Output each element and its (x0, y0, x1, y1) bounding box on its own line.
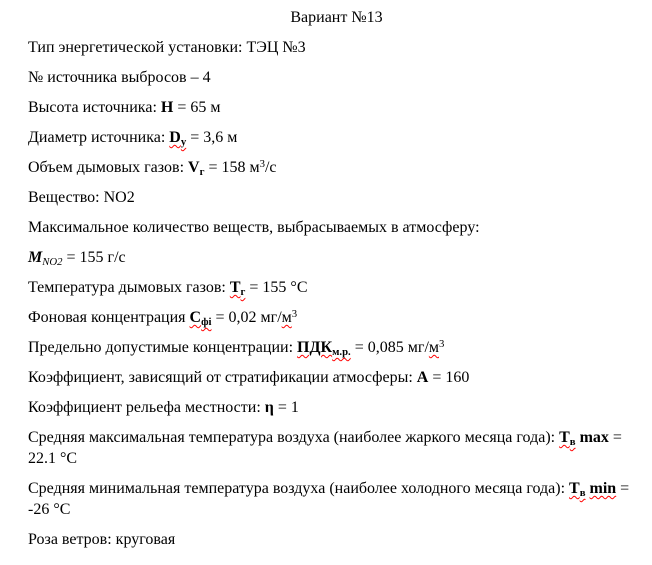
text-run: Средняя максимальная температура воздуха (наиболее жаркого месяца года): (28, 429, 560, 446)
text-run: = 160 (428, 369, 470, 386)
paragraph (28, 37, 645, 58)
paragraph (28, 307, 645, 328)
paragraph (28, 397, 645, 418)
spellcheck-flagged-text: м (281, 309, 292, 326)
paragraph (28, 127, 645, 148)
paragraph (28, 478, 645, 520)
paragraph (28, 529, 645, 550)
paragraph (28, 367, 645, 388)
text-run: Высота источника: (28, 99, 161, 116)
text-run: Средняя минимальная температура воздуха (наиболее холодного месяца года): (28, 480, 570, 497)
text-run: = 0,02 мг/ (211, 309, 282, 326)
paragraph (28, 187, 645, 208)
text-run: = 155 °C (245, 279, 308, 296)
text-run: η (264, 399, 274, 416)
text-run: = 22.1 °C (28, 429, 626, 467)
text-run: H (160, 99, 174, 116)
text-run: M (28, 249, 43, 266)
spellcheck-flagged-text: у (180, 136, 187, 148)
text-run: = 155 г/с (62, 249, 126, 266)
text-run: = 158 м (204, 159, 260, 176)
text-run: /с (264, 159, 277, 176)
text-run: Вещество: NO2 (28, 189, 135, 206)
paragraph (28, 277, 645, 298)
document-title: Вариант №13 (290, 9, 383, 26)
spellcheck-flagged-text: м (428, 339, 440, 356)
text-run: 3 (259, 158, 265, 171)
text-run: № источника выбросов – 4 (28, 69, 211, 86)
text-run: = -26 °C (28, 480, 634, 518)
spellcheck-flagged-text: в (579, 487, 586, 499)
text-run: V (188, 159, 200, 176)
text-run: 3 (291, 308, 298, 321)
text-run: Роза ветров: круговая (28, 531, 176, 548)
text-run: 3 (439, 338, 445, 351)
text-run: = 0,085 мг/ (350, 339, 429, 356)
paragraph (28, 217, 645, 238)
text-run: г (199, 166, 205, 178)
text-run: Температура дымовых газов: (28, 279, 230, 296)
text-run: = 1 (273, 399, 299, 416)
spellcheck-flagged-text: D (169, 129, 181, 146)
text-run: A (416, 369, 429, 386)
spellcheck-flagged-text: Т (229, 279, 241, 296)
spellcheck-flagged-text: Т (569, 480, 580, 497)
document-body (28, 37, 645, 550)
spellcheck-flagged-text: Т (559, 429, 570, 446)
spellcheck-flagged-text: С (189, 309, 202, 326)
spellcheck-flagged-text: ПДК (297, 339, 333, 356)
text-run: Коэффициент, зависящий от стратификации атмосферы: (28, 369, 417, 386)
text-run: Коэффициент рельефа местности: (28, 399, 265, 416)
spellcheck-flagged-text: min (589, 480, 617, 497)
text-run: = 65 м (173, 99, 221, 116)
paragraph (28, 157, 645, 178)
text-run: Предельно допустимые концентрации: (28, 339, 298, 356)
spellcheck-flagged-text: в (569, 436, 576, 448)
text-run: NO2 (42, 256, 63, 268)
text-run: Объем дымовых газов: (28, 159, 189, 176)
text-run: Максимальное количество веществ, выбрасываемых в атмосферу: (28, 219, 480, 236)
paragraph (28, 427, 645, 469)
paragraph (28, 337, 645, 358)
text-run: Тип энергетической установки: ТЭЦ №3 (28, 39, 306, 56)
spellcheck-flagged-text: фi (201, 316, 212, 328)
paragraph (28, 247, 645, 268)
text-run: Диаметр источника: (28, 129, 170, 146)
spellcheck-flagged-text: г (240, 286, 246, 298)
paragraph (28, 67, 645, 88)
paragraph (28, 97, 645, 118)
text-run: Фоновая концентрация (28, 309, 190, 326)
text-run: max (579, 429, 609, 446)
text-run: = 3,6 м (186, 129, 238, 146)
spellcheck-flagged-text: м.р. (332, 346, 351, 358)
